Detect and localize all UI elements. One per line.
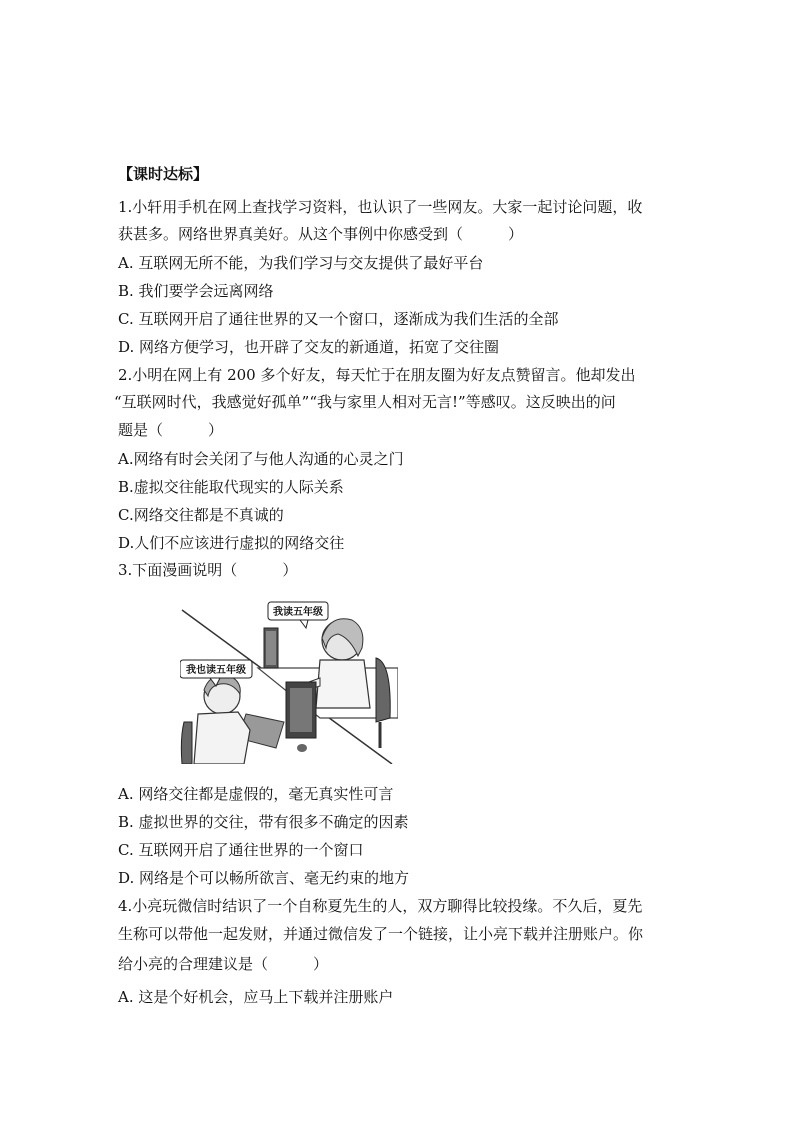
q1-option-c: C. 互联网开启了通往世界的又一个窗口，逐渐成为我们生活的全部 (118, 310, 559, 328)
cartoon-bubble-right: 我读五年级 (273, 607, 323, 618)
q2-option-b: B.虚拟交往能取代现实的人际关系 (118, 478, 344, 496)
q2-stem-line-1: 2.小明在网上有 200 多个好友，每天忙于在朋友圈为好友点赞留言。他却发出 (118, 366, 636, 384)
cartoon-bubble-left: 我也读五年级 (186, 665, 246, 676)
q2-option-a: A.网络有时会关闭了与他人沟通的心灵之门 (118, 450, 404, 468)
q3-option-d: D. 网络是个可以畅所欲言、毫无约束的地方 (118, 869, 410, 887)
section-title: 【课时达标】 (118, 165, 209, 183)
q4-stem-line-2: 生称可以带他一起发财，并通过微信发了一个链接，让小亮下载并注册账户。你 (118, 925, 644, 943)
q2-option-c: C.网络交往都是不真诚的 (118, 506, 284, 524)
q2-option-d: D.人们不应该进行虚拟的网络交往 (118, 534, 345, 552)
q1-option-a: A. 互联网无所不能，为我们学习与交友提供了最好平台 (118, 254, 484, 272)
q3-stem-line-1: 3.下面漫画说明（ ） (118, 561, 298, 579)
q3-option-a: A. 网络交往都是虚假的，毫无真实性可言 (118, 785, 394, 803)
q4-stem-line-3: 给小亮的合理建议是（ ） (118, 955, 329, 973)
q2-stem-line-3: 题是（ ） (118, 421, 224, 439)
online-friends-cartoon (180, 598, 398, 764)
q3-option-c: C. 互联网开启了通往世界的一个窗口 (118, 841, 364, 859)
q1-stem-line-2: 获甚多。网络世界真美好。从这个事例中你感受到（ ） (118, 225, 524, 243)
q2-stem-line-2: “互联网时代，我感觉好孤单”“我与家里人相对无言!”等感叹。这反映出的问 (114, 393, 616, 411)
q4-stem-line-1: 4.小亮玩微信时结识了一个自称夏先生的人，双方聊得比较投缘。不久后，夏先 (118, 897, 643, 915)
q1-option-b: B. 我们要学会远离网络 (118, 282, 274, 300)
q4-option-a: A. 这是个好机会，应马上下载并注册账户 (118, 988, 394, 1006)
q3-option-b: B. 虚拟世界的交往，带有很多不确定的因素 (118, 813, 409, 831)
q1-stem-line-1: 1.小轩用手机在网上查找学习资料，也认识了一些网友。大家一起讨论问题，收 (118, 198, 643, 216)
q1-option-d: D. 网络方便学习，也开辟了交友的新通道，拓宽了交往圈 (118, 338, 500, 356)
